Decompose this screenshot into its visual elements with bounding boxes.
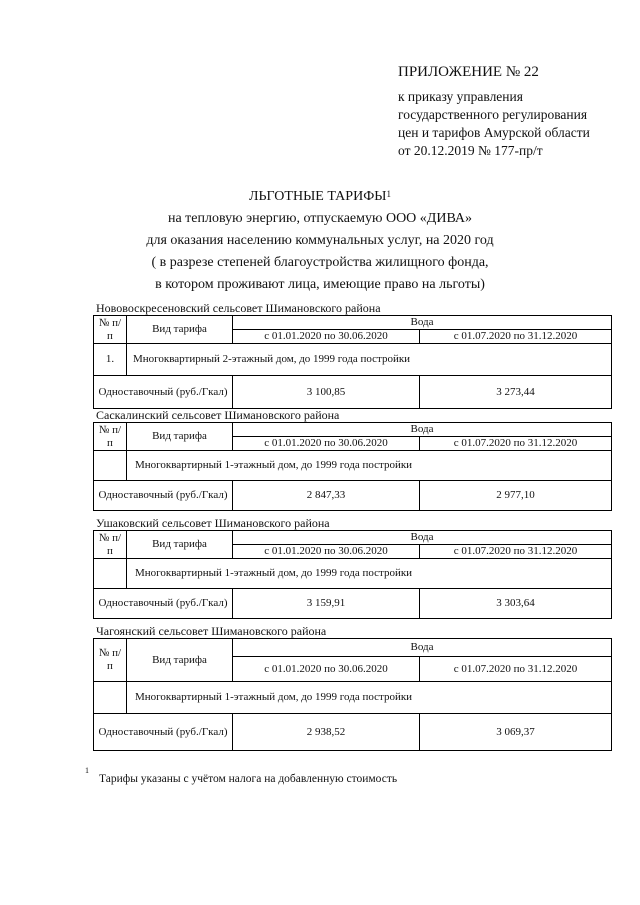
header-group: Вода: [233, 423, 612, 437]
tariff-label: Одноставочный (руб./Гкал): [94, 589, 233, 619]
title-footnote-mark: 1: [386, 189, 391, 199]
title-line: для оказания населению коммунальных услуг, на 2020 год: [146, 233, 494, 248]
value-period1: 2 847,33: [233, 481, 420, 511]
header-group: Вода: [233, 531, 612, 545]
value-period2: 3 303,64: [420, 589, 612, 619]
appendix-line: от 20.12.2019 № 177-пр/т: [398, 143, 543, 158]
region-title: Саскалинский сельсовет Шимановского района: [96, 408, 340, 422]
document-title: [90, 186, 550, 296]
tariff-table: [93, 315, 612, 409]
row-description: Многоквартирный 1-этажный дом, до 1999 года постройки: [127, 451, 612, 481]
tariff-table: [93, 530, 612, 619]
tariff-table: [93, 422, 612, 511]
row-description: Многоквартирный 2-этажный дом, до 1999 года постройки: [127, 344, 612, 376]
title-main: ЛЬГОТНЫЕ ТАРИФЫ: [249, 189, 387, 204]
header-type: Вид тарифа: [127, 316, 233, 344]
footnote-mark: 1: [85, 766, 89, 775]
header-type: Вид тарифа: [127, 423, 233, 451]
header-period1: с 01.01.2020 по 30.06.2020: [233, 657, 420, 682]
header-num: № п/п: [94, 639, 127, 682]
header-period1: с 01.01.2020 по 30.06.2020: [233, 437, 420, 451]
title-line: в котором проживают лица, имеющие право на льготы): [155, 277, 485, 292]
header-period2: с 01.07.2020 по 31.12.2020: [420, 545, 612, 559]
value-period1: 3 100,85: [233, 376, 420, 409]
tariff-label: Одноставочный (руб./Гкал): [94, 481, 233, 511]
row-number: [94, 559, 127, 589]
footnote-text: Тарифы указаны с учётом налога на добавленную стоимость: [99, 772, 398, 785]
header-period2: с 01.07.2020 по 31.12.2020: [420, 657, 612, 682]
header-period2: с 01.07.2020 по 31.12.2020: [420, 437, 612, 451]
header-period1: с 01.01.2020 по 30.06.2020: [233, 545, 420, 559]
title-line: на тепловую энергию, отпускаемую ООО «ДИВА»: [167, 211, 473, 226]
header-type: Вид тарифа: [127, 639, 233, 682]
row-number: [94, 451, 127, 481]
value-period1: 2 938,52: [233, 714, 420, 751]
header-num: № п/п: [94, 423, 127, 451]
value-period2: 2 977,10: [420, 481, 612, 511]
appendix-line: цен и тарифов Амурской области: [398, 125, 590, 140]
row-number: 1.: [94, 344, 127, 376]
row-description: Многоквартирный 1-этажный дом, до 1999 года постройки: [127, 559, 612, 589]
title-line: ( в разрезе степеней благоустройства жилищного фонда,: [151, 255, 489, 270]
appendix-line: государственного регулирования: [398, 107, 588, 122]
region-title: Чагоянский сельсовет Шимановского района: [96, 624, 327, 638]
header-num: № п/п: [94, 531, 127, 559]
header-period2: с 01.07.2020 по 31.12.2020: [420, 330, 612, 344]
appendix-line: к приказу управления: [398, 89, 523, 104]
header-type: Вид тарифа: [127, 531, 233, 559]
value-period2: 3 069,37: [420, 714, 612, 751]
header-group: Вода: [233, 316, 612, 330]
appendix-block: [398, 62, 633, 160]
appendix-number: ПРИЛОЖЕНИЕ № 22: [398, 64, 539, 80]
tariff-table: [93, 638, 612, 751]
row-number: [94, 682, 127, 714]
region-title: Ушаковский сельсовет Шимановского района: [96, 516, 330, 530]
tariff-label: Одноставочный (руб./Гкал): [94, 714, 233, 751]
header-group: Вода: [233, 639, 612, 657]
region-title: Нововоскресеновский сельсовет Шимановского района: [96, 301, 381, 315]
tariff-label: Одноставочный (руб./Гкал): [94, 376, 233, 409]
value-period2: 3 273,44: [420, 376, 612, 409]
header-num: № п/п: [94, 316, 127, 344]
header-period1: с 01.01.2020 по 30.06.2020: [233, 330, 420, 344]
value-period1: 3 159,91: [233, 589, 420, 619]
footnote: [85, 766, 398, 785]
row-description: Многоквартирный 1-этажный дом, до 1999 года постройки: [127, 682, 612, 714]
